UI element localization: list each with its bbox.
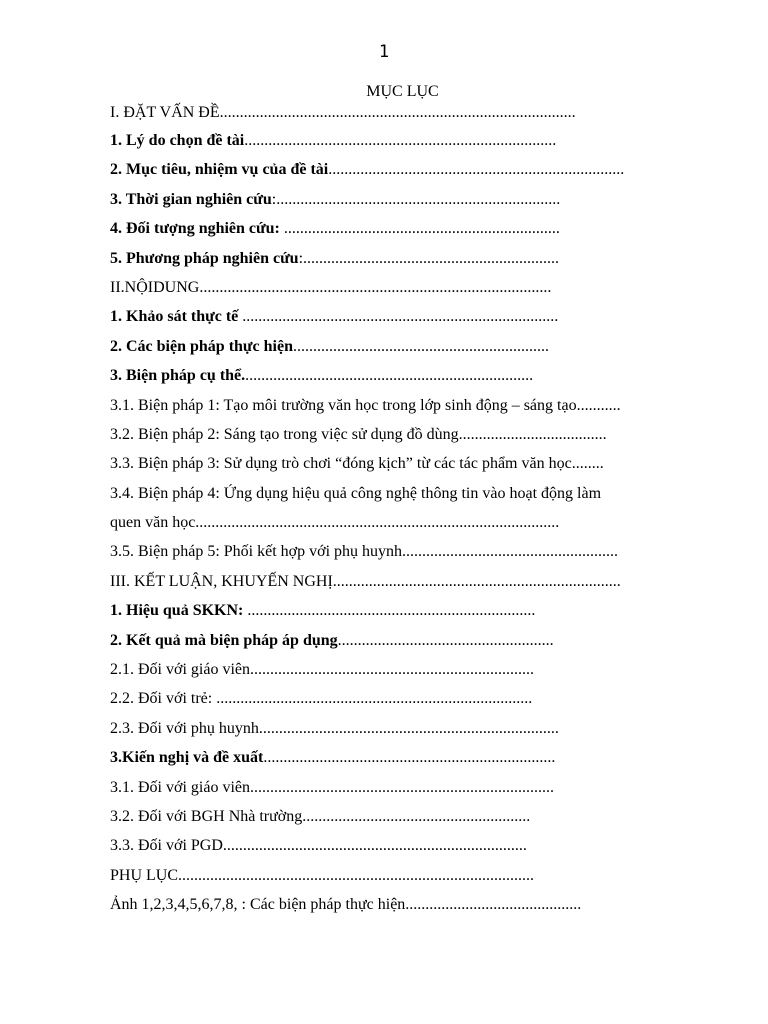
toc-entry-heading: 2. Mục tiêu, nhiệm vụ của đề tài — [110, 161, 329, 179]
toc-entry-heading: 3.Kiến nghị và đề xuất — [110, 749, 264, 767]
toc-entry-text: quen văn học........................................................................................... — [110, 514, 560, 532]
toc-entry-text: ...................................................... — [337, 631, 554, 649]
toc-entry-text: I. ĐẶT VẤN ĐỀ......................................................................................... — [110, 104, 576, 121]
toc-entry[interactable] — [110, 214, 700, 243]
toc-entry[interactable] — [110, 743, 700, 772]
toc-entry-text: PHỤ LỤC......................................................................................... — [110, 866, 535, 884]
toc-entry-text: 2.2. Đối với trẻ: ............................................................................... — [110, 690, 533, 708]
toc-entry[interactable] — [110, 449, 700, 478]
toc-entry-text: 3.1. Biện pháp 1: Tạo môi trường văn học trong lớp sinh động – sáng tạo........... — [110, 396, 621, 414]
toc-entry[interactable] — [110, 596, 700, 625]
toc-entry[interactable] — [110, 361, 700, 390]
toc-entry-heading: 3. Thời gian nghiên cứu — [110, 190, 272, 208]
toc-entry[interactable] — [110, 302, 700, 331]
toc-entry-text: Ảnh 1,2,3,4,5,6,7,8, : Các biện pháp thực hiện............................................ — [110, 896, 582, 914]
toc-entry-text: :....................................................................... — [271, 190, 561, 208]
toc-entry[interactable] — [110, 332, 700, 361]
toc-entry-text: .............................................................................. — [244, 132, 557, 149]
toc-entry[interactable] — [110, 155, 700, 184]
toc-entry[interactable] — [110, 567, 700, 596]
toc-entry[interactable] — [110, 861, 700, 890]
toc-title: MỤC LỤC — [366, 83, 439, 100]
toc-entry[interactable] — [110, 802, 700, 831]
toc-entry-text: III. KẾT LUẬN, KHUYẾN NGHỊ........................................................................ — [110, 572, 621, 590]
toc-entry-text: 3.4. Biện pháp 4: Ứng dụng hiệu quả công nghệ thông tin vào hoạt động làm — [110, 484, 602, 502]
toc-entry[interactable] — [110, 185, 700, 214]
toc-entry-text: :................................................................ — [298, 249, 560, 267]
toc-entry-text: 2.1. Đối với giáo viên....................................................................... — [110, 661, 534, 679]
toc-entry-text: ........................................................................ — [243, 602, 536, 620]
table-of-contents — [110, 100, 700, 920]
toc-entry-text: 3.1. Đối với giáo viên............................................................................ — [110, 778, 554, 796]
toc-entry-heading: 2. Kết quả mà biện pháp áp dụng — [110, 631, 338, 649]
toc-entry-text: ......................................................................... — [263, 749, 556, 767]
toc-entry[interactable] — [110, 890, 700, 919]
toc-entry-text: ................................................................ — [292, 337, 549, 355]
toc-entry[interactable] — [110, 420, 700, 449]
toc-entry-text: 3.3. Biện pháp 3: Sử dụng trò chơi “đóng kịch” từ các tác phẩm văn học........ — [110, 455, 604, 473]
toc-entry-text: 3.2. Biện pháp 2: Sáng tạo trong việc sử dụng đồ dùng..................................... — [110, 425, 607, 443]
toc-entry-text: 3.3. Đối với PGD............................................................................ — [110, 837, 527, 855]
toc-entry[interactable] — [110, 244, 700, 273]
toc-entry[interactable] — [110, 391, 700, 420]
toc-entry-heading: 4. Đối tượng nghiên cứu: — [110, 220, 280, 238]
toc-entry-text: .......................................................................... — [328, 161, 625, 179]
toc-entry[interactable] — [110, 831, 700, 860]
toc-entry[interactable] — [110, 126, 700, 155]
toc-entry-heading: 2. Các biện pháp thực hiện — [110, 337, 293, 355]
toc-entry-text: 3.5. Biện pháp 5: Phối kết hợp với phụ huynh...................................................... — [110, 543, 619, 561]
toc-entry[interactable] — [110, 508, 700, 537]
toc-entry[interactable] — [110, 684, 700, 713]
toc-entry[interactable] — [110, 626, 700, 655]
toc-entry-heading: 1. Hiệu quả SKKN: — [110, 602, 244, 620]
toc-entry-text: 2.3. Đối với phụ huynh........................................................................... — [110, 719, 559, 737]
toc-entry-text: ............................................................................... — [238, 308, 559, 326]
toc-entry[interactable] — [110, 273, 700, 302]
toc-entry[interactable] — [110, 714, 700, 743]
toc-entry-heading: 3. Biện pháp cụ thể. — [110, 367, 246, 385]
toc-entry[interactable] — [110, 479, 700, 508]
page-number: 1 — [378, 42, 390, 62]
toc-entry-text: ........................................................................ — [245, 367, 534, 385]
toc-entry[interactable] — [110, 537, 700, 566]
toc-entry[interactable] — [110, 100, 700, 126]
toc-entry-heading: 5. Phương pháp nghiên cứu — [110, 249, 299, 267]
toc-entry-heading: 1. Lý do chọn đề tài — [110, 132, 245, 149]
toc-entry[interactable] — [110, 773, 700, 802]
toc-entry-text: ..................................................................... — [279, 220, 560, 238]
toc-entry-text: II.NỘIDUNG........................................................................................ — [110, 278, 552, 296]
toc-entry[interactable] — [110, 655, 700, 684]
toc-entry-heading: 1. Khảo sát thực tế — [110, 308, 239, 326]
toc-entry-text: 3.2. Đối với BGH Nhà trường......................................................... — [110, 807, 531, 825]
